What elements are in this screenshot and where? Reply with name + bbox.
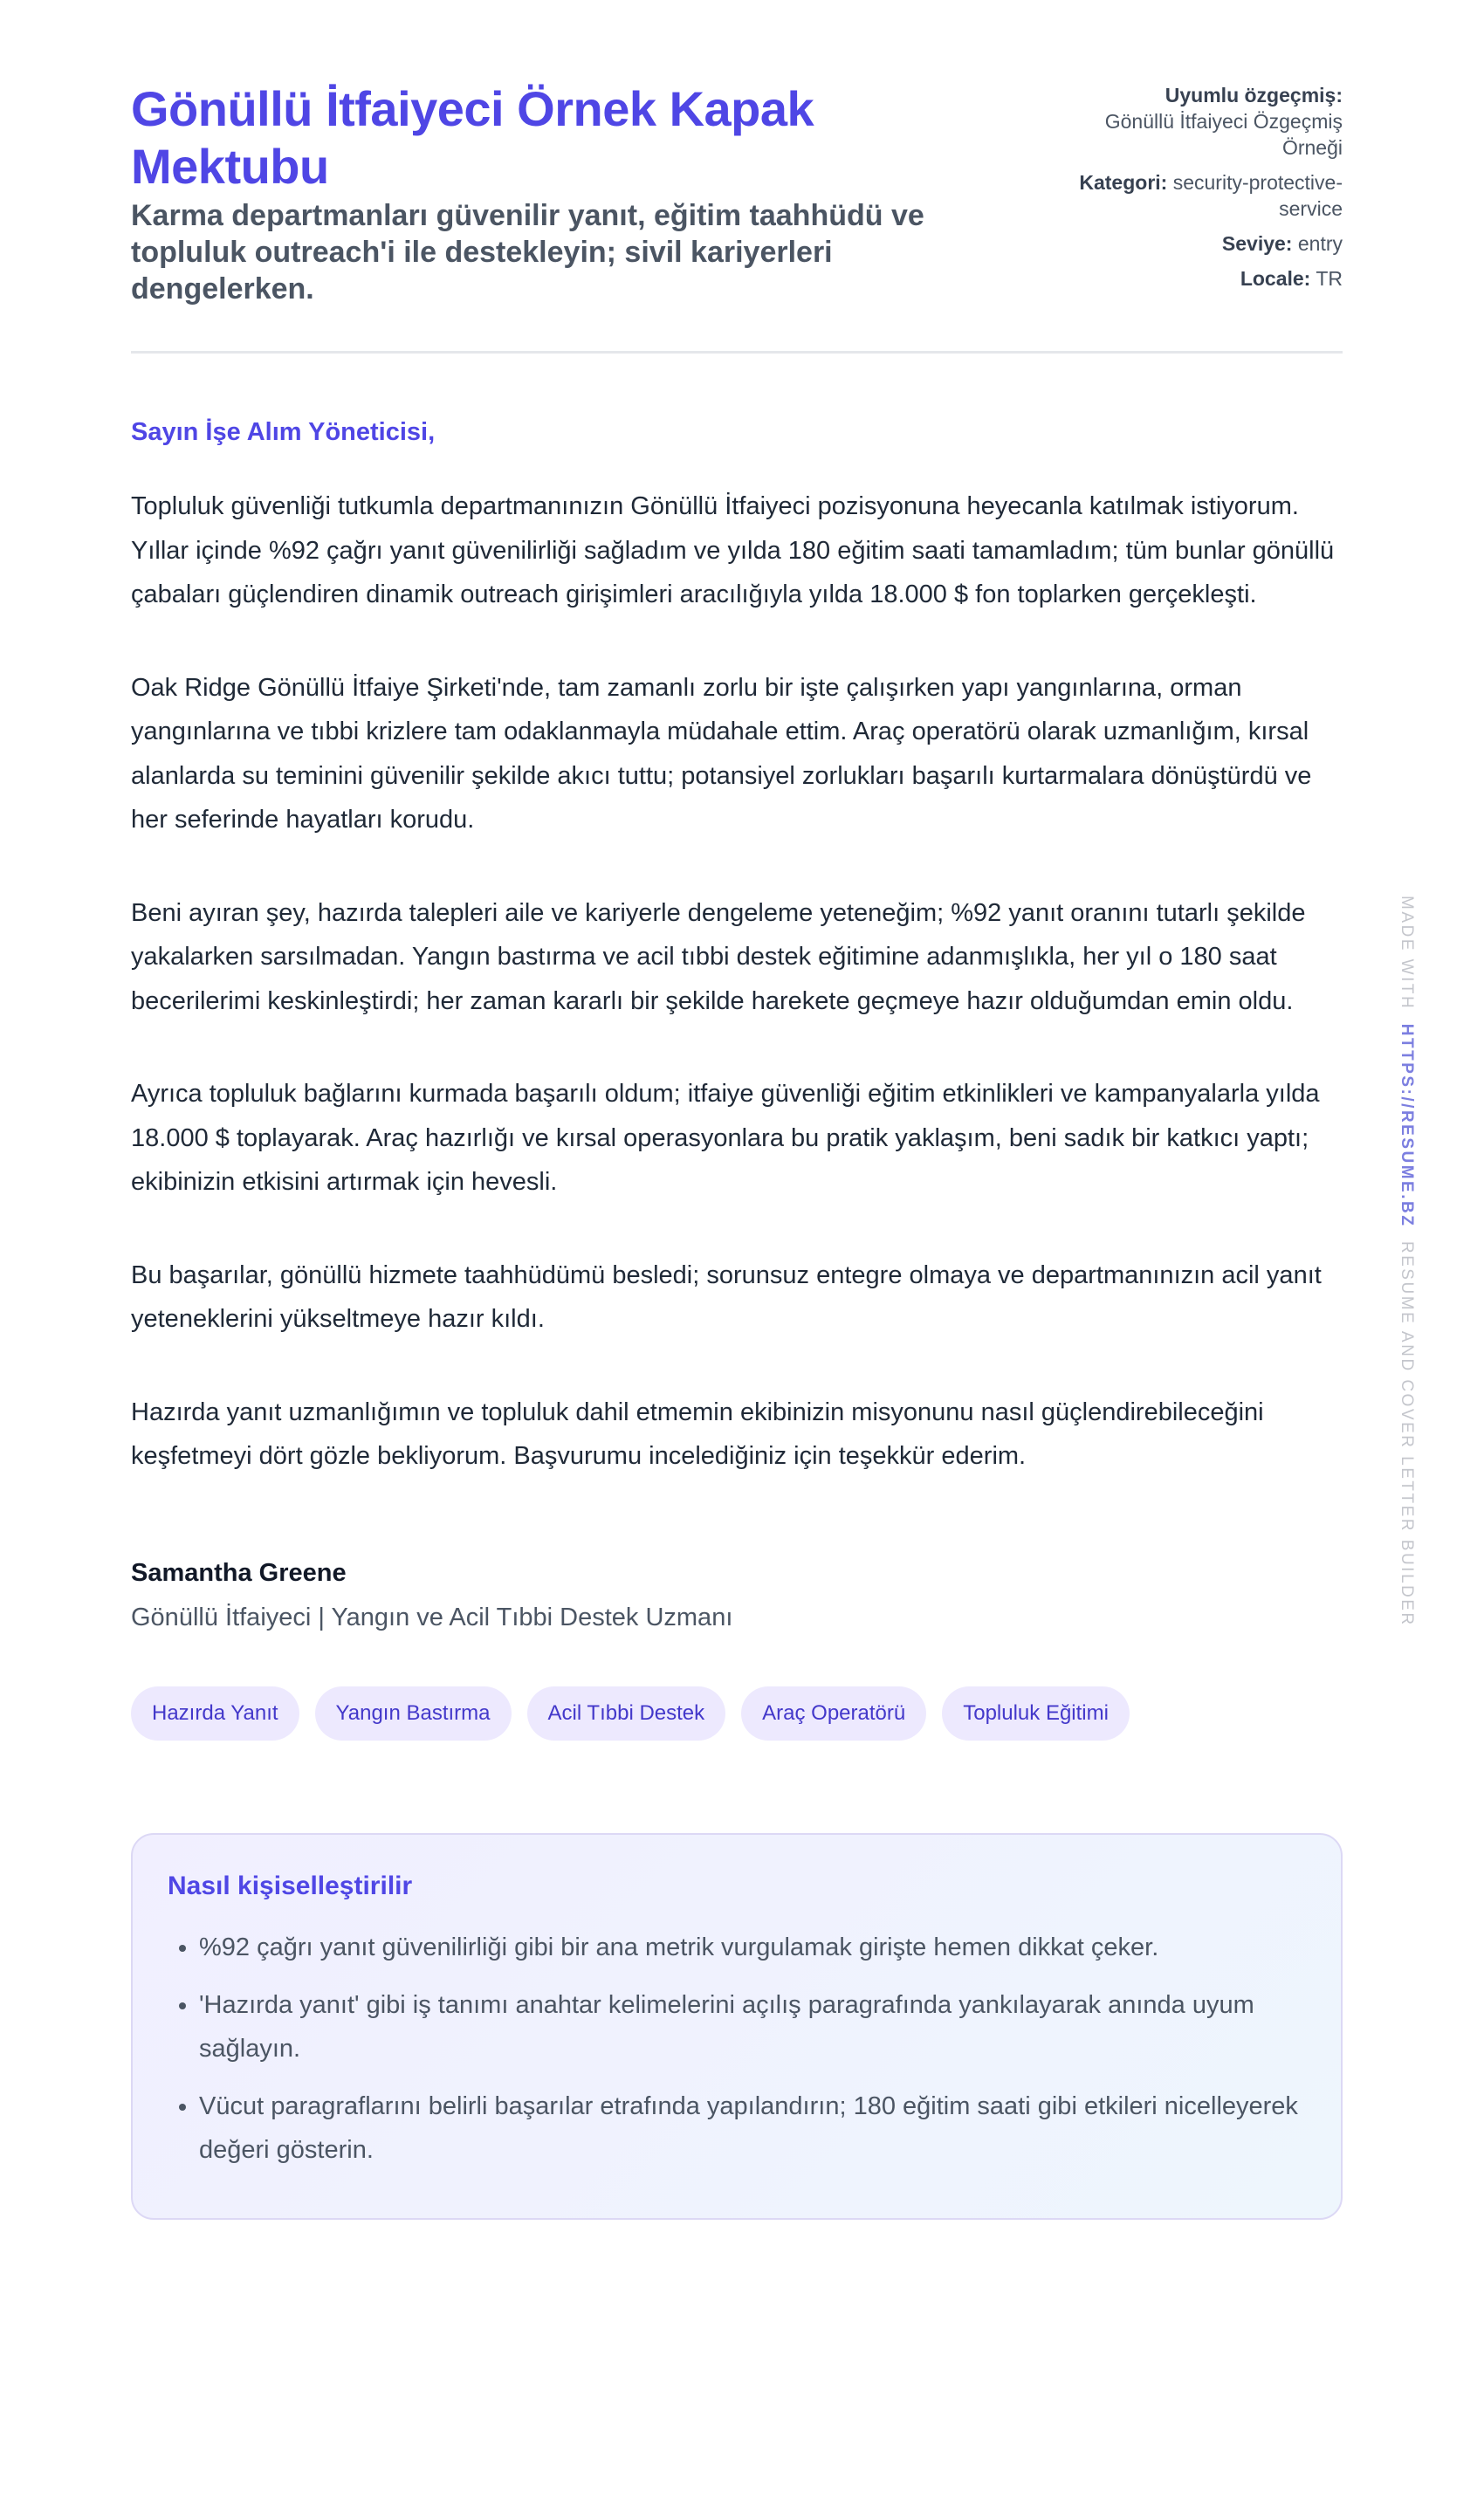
paragraph: Hazırda yanıt uzmanlığımın ve topluluk dahil etmemin ekibinizin misyonunu nasıl güçlendirebileceğini keşfetmeyi dört gözle bekliyorum. Başvurumu incelediğiniz için teşekkür ederim. bbox=[131, 1398, 1264, 1470]
meta-resume-label: Uyumlu özgeçmiş: bbox=[1165, 84, 1343, 106]
meta-locale-value: TR bbox=[1316, 267, 1343, 290]
watermark-link[interactable]: HTTPS://RESUME.BZ bbox=[1398, 1023, 1416, 1228]
skill-tag: Acil Tıbbi Destek bbox=[527, 1686, 726, 1741]
signature-name: Samantha Greene bbox=[131, 1558, 347, 1587]
page-subtitle: Karma departmanları güvenilir yanıt, eğitim taahhüdü ve topluluk outreach'i ile destekleyin; sivil kariyerleri dengelerken. bbox=[131, 199, 924, 306]
tip-item: • Vücut paragraflarını belirli başarılar etrafında yapılandırın; 180 eğitim saati gibi etkileri nicelleyerek değeri gösterin. bbox=[199, 2084, 1306, 2172]
page-title: Gönüllü İtfaiyeci Örnek Kapak Mektubu bbox=[131, 81, 814, 194]
skill-tag: Yangın Bastırma bbox=[315, 1686, 512, 1741]
skill-tag: Topluluk Eğitimi bbox=[942, 1686, 1130, 1741]
paragraph: Beni ayıran şey, hazırda talepleri aile ve kariyerle dengeleme yeteneğim; %92 yanıt oranını tutarlı şekilde yakalarken sarsılmadan. Yangın bastırma ve acil tıbbi destek eğitimine adanmışlıkla, her yıl o 180 saat becerilerimi keskinleştirdi; her zaman kararlı bir şekilde harekete geçmeye hazır olduğumdan emin oldu. bbox=[131, 898, 1306, 1015]
watermark-suffix: RESUME AND COVER LETTER BUILDER bbox=[1398, 1240, 1416, 1627]
meta-resume bbox=[1046, 82, 1343, 161]
watermark bbox=[1397, 896, 1416, 1627]
paragraph: Topluluk güvenliği tutkumla departmanınızın Gönüllü İtfaiyeci pozisyonuna heyecanla katılmak istiyorum. Yıllar içinde %92 çağrı yanıt güvenilirliği sağladım ve yılda 180 eğitim saati tamamladım; tüm bunlar gönüllü çabaları güçlendiren dinamik outreach girişimleri aracılığıyla yılda 18.000 $ fon toplarken gerçekleşti. bbox=[131, 492, 1335, 608]
letter-body bbox=[131, 484, 1343, 1479]
paragraph: Bu başarılar, gönüllü hizmete taahhüdümü besledi; sorunsuz entegre olmaya ve departmanınızın acil yanıt yeteneklerini yükseltmeye hazır kıldı. bbox=[131, 1260, 1322, 1333]
meta-locale bbox=[1046, 265, 1343, 292]
skill-tag: Araç Operatörü bbox=[741, 1686, 926, 1741]
customization-tips bbox=[131, 1833, 1343, 2220]
signature-title: Gönüllü İtfaiyeci | Yangın ve Acil Tıbbi Destek Uzmanı bbox=[131, 1603, 733, 1631]
meta-level bbox=[1046, 230, 1343, 257]
meta-level-value: entry bbox=[1297, 232, 1343, 255]
tip-item: • %92 çağrı yanıt güvenilirliği gibi bir ana metrik vurgulamak girişte hemen dikkat çeker. bbox=[199, 1926, 1306, 1969]
meta-category bbox=[1046, 169, 1343, 222]
cover-letter-page bbox=[131, 0, 1343, 2220]
tips-title: Nasıl kişiselleştirilir bbox=[168, 1871, 413, 1900]
meta-category-value: security-protective-service bbox=[1172, 171, 1343, 220]
salutation: Sayın İşe Alım Yöneticisi, bbox=[131, 418, 436, 446]
tips-list bbox=[168, 1926, 1306, 2172]
meta-panel bbox=[1046, 82, 1343, 300]
skill-tag: Hazırda Yanıt bbox=[131, 1686, 299, 1741]
meta-resume-value[interactable]: Gönüllü İtfaiyeci Özgeçmiş Örneği bbox=[1104, 110, 1343, 159]
meta-level-label: Seviye: bbox=[1221, 232, 1293, 255]
meta-locale-label: Locale: bbox=[1240, 267, 1311, 290]
paragraph: Oak Ridge Gönüllü İtfaiye Şirketi'nde, tam zamanlı zorlu bir işte çalışırken yapı yangınlarına, orman yangınlarına ve tıbbi krizlere tam odaklanmayla müdahale ettim. Araç operatörü olarak uzmanlığım, kırsal alanlarda su teminini güvenilir şekilde akıcı tuttu; potansiyel zorlukları başarılı kurtarmalara dönüştürdü ve her seferinde hayatları korudu. bbox=[131, 673, 1312, 834]
paragraph: Ayrıca topluluk bağlarını kurmada başarılı oldum; itfaiye güvenliği eğitim etkinlikleri ve kampanyalarla yılda 18.000 $ toplayarak. Araç hazırlığı ve kırsal operasyonlara bu pratik yaklaşım, beni sadık bir katkıcı yaptı; ekibinizin etkisini artırmak için hevesli. bbox=[131, 1080, 1320, 1196]
watermark-prefix: MADE WITH bbox=[1398, 896, 1416, 1011]
meta-category-label: Kategori: bbox=[1079, 171, 1168, 194]
header bbox=[131, 0, 1343, 354]
tip-item: • 'Hazırda yanıt' gibi iş tanımı anahtar kelimelerini açılış paragrafında yankılayarak anında uyum sağlayın. bbox=[199, 1983, 1306, 2071]
skill-tags bbox=[131, 1686, 1343, 1741]
